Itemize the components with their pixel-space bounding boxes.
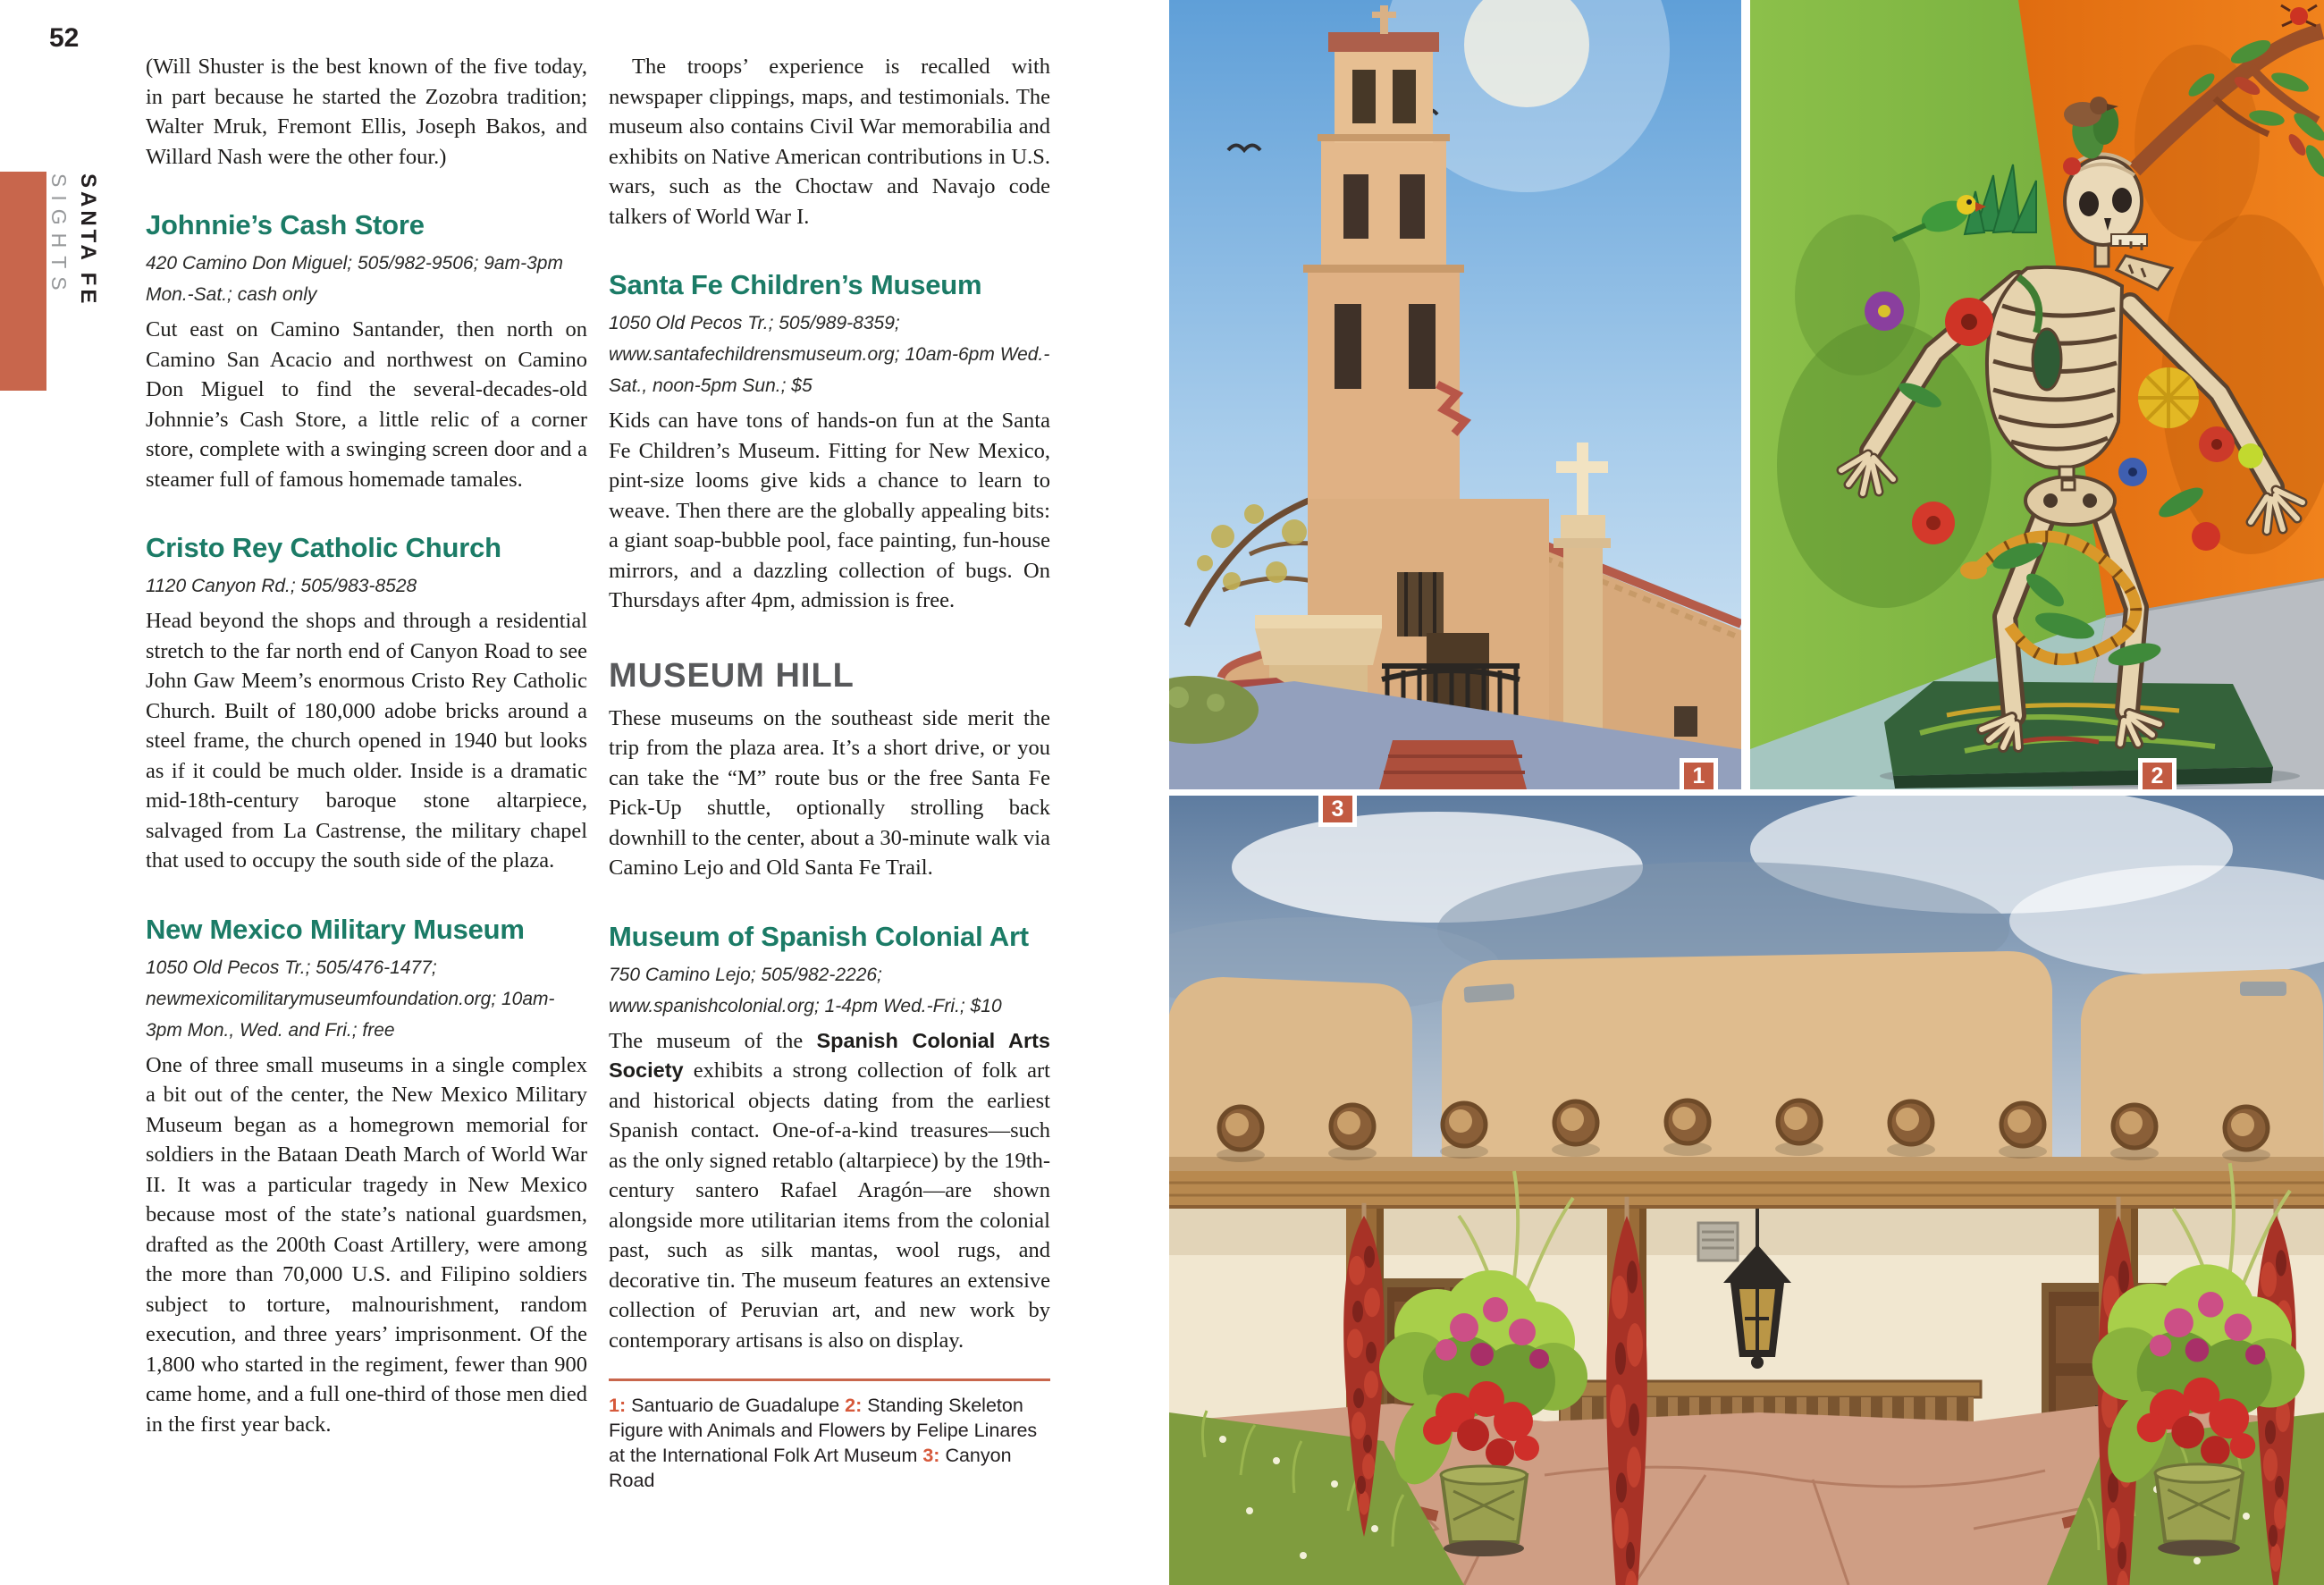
society-name-bold: Spanish Colonial Arts Society [609,1028,1050,1082]
page-number: 52 [49,23,80,53]
listing-title-cristo-rey: Cristo Rey Catholic Church [146,532,501,563]
photo-caption-block [609,1378,1050,1493]
photo-caption [609,1393,1050,1493]
photo-number-badge: 1 [1680,758,1718,789]
intro-paragraph: (Will Shuster is the best known of the five today, in part because he started the Zozobra tradition; Walter Mruk, Fremont Ellis, Joseph Bakos, and Willard Nash were the other four.) [146,55,587,169]
caption-number-3: 3: [922,1445,940,1466]
listing-details: 1050 Old Pecos Tr.; 505/476-1477; newmexicomilitarymuseumfoundation.org; 10am-3pm Mon., Wed. and Fri.; free [146,957,555,1041]
body-text: The museum of the [609,1028,817,1053]
listing-title-spanish-colonial-art: Museum of Spanish Colonial Art [609,920,1029,952]
listing-title-johnnies-cash-store: Johnnie’s Cash Store [146,209,425,240]
photo-standing-skeleton-figure [1750,0,2324,789]
listing-body: One of three small museums in a single complex a bit out of the center, the New Mexico Military Museum began as a homegrown memorial for soldiers in the Bataan Death March of World War II. It was a particular tragedy in New Mexico because most of the state’s national guardsmen, drafted as the 200th Coast Artillery, were among the more than 70,000 U.S. and Filipino soldiers subject to torture, malnourishment, random execution, and three years’ imprisonment. Of the 1,800 who started in the regiment, fewer than 900 came home, and a full one-third of those men died in the first year back. [146,1052,587,1437]
listing-details: 1050 Old Pecos Tr.; 505/989-8359; www.santafechildrensmuseum.org; 10am-6pm Wed.-Sat., noon-5pm Sun.; $5 [609,313,1050,396]
caption-number-2: 2: [845,1395,863,1416]
listing-body: Kids can have tons of hands-on fun at the Santa Fe Children’s Museum. Fitting for New Mexico, pint-size looms give kids a chance to learn to weave. Then there are the globally appealing bits: a giant soap-bubble pool, face painting, fun-house mirrors, and a dazzling collection of bugs. On Thursdays after 4pm, admission is free. [609,409,1050,612]
section-title-museum-hill: MUSEUM HILL [609,656,855,695]
text-column-right [609,52,1050,1493]
listing-details: 750 Camino Lejo; 505/982-2226; www.spanishcolonial.org; 1-4pm Wed.-Fri.; $10 [609,964,1002,1016]
text-column-left [146,52,587,1439]
margin-tab-color-block [0,172,46,391]
body-text: exhibits a strong collection of folk art and historical objects dating from the earliest Spanish contact. One-of-a-kind treasures—such as the only signed retablo (altarpiece) by the 19th-century santero Rafael Aragón—are shown alongside more utilitarian items from the colonial past, such as silk mantas, wool rugs, and decorative tin. The museum features an extensive collection of Peruvian art, and new work by contemporary artisans is also on display. [609,1058,1050,1353]
photo-canyon-road [1169,796,2324,1585]
margin-tab-region-label: SANTA FE [76,173,100,308]
caption-text-2: Standing Skeleton Figure with Animals and Flowers by Felipe Linares at the International Folk Art Museum [609,1395,1038,1466]
continuation-paragraph: The troops’ experience is recalled with newspaper clippings, maps, and testimonials. The museum also contains Civil War memorabilia and exhibits on Native American contributions in U.S. wars, such as the Choctaw and Navajo code talkers of World War I. [609,55,1050,229]
caption-text-1: Santuario de Guadalupe [626,1395,846,1416]
listing-body: Head beyond the shops and through a residential stretch to the far north end of Canyon Road to see John Gaw Meem’s enormous Cristo Rey Catholic Church. Built of 180,000 adobe bricks around a steel frame, the church opened in 1940 but looks as if it could be much older. Inside is a dramatic mid-18th-century baroque stone altarpiece, salvaged from La Castrense, the military chapel that used to occupy the south side of the plaza. [146,609,587,873]
listing-body [609,1026,1050,1356]
listing-title-nm-military-museum: New Mexico Military Museum [146,913,525,945]
photo-number-badge: 3 [1318,796,1357,827]
listing-details: 1120 Canyon Rd.; 505/983-8528 [146,576,417,596]
listing-body: Cut east on Camino Santander, then north on Camino San Acacio and northwest on Camino Don Miguel to find the several-decades-old Johnnie’s Cash Store, a little relic of a corner store, complete with a swinging screen door and a steamer full of famous homemade tamales. [146,317,587,492]
caption-number-1: 1: [609,1395,627,1416]
listing-title-childrens-museum: Santa Fe Children’s Museum [609,269,982,300]
photo-santuario-de-guadalupe [1169,0,1741,789]
margin-tab-section-label: SIGHTS [47,173,71,299]
section-body: These museums on the southeast side merit the trip from the plaza area. It’s a short drive, or you can take the “M” route bus or the free Santa Fe Pick-Up shuttle, optionally strolling back downhill to the center, about a 30-minute walk via Camino Lejo and Old Santa Fe Trail. [609,705,1050,880]
listing-details: 420 Camino Don Miguel; 505/982-9506; 9am-3pm Mon.-Sat.; cash only [146,253,563,305]
caption-text-3: Canyon Road [609,1445,1012,1491]
photo-number-badge: 2 [2138,758,2177,789]
